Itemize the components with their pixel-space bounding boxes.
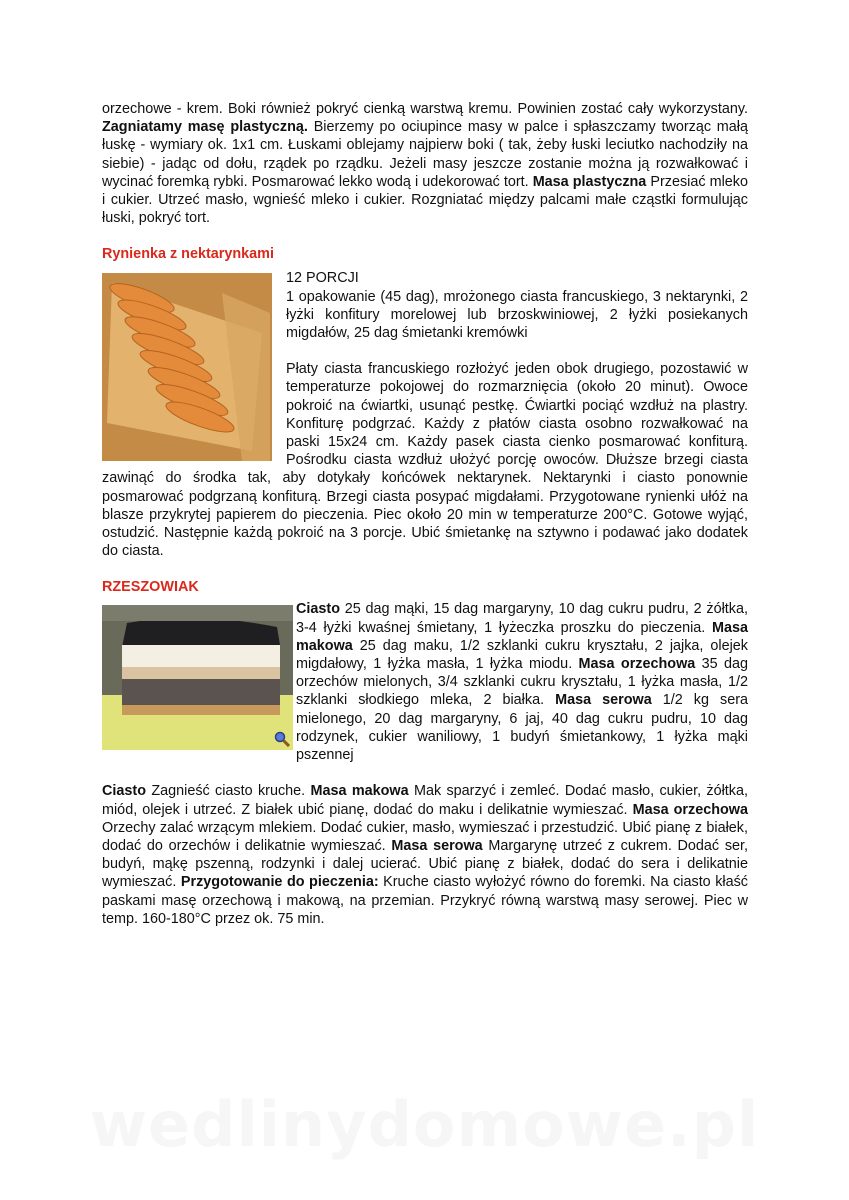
intro-paragraph <box>102 100 748 227</box>
method-text-pieczenie: Kruche ciasto wyłożyć równo do foremki. Na ciasto kłaść paskami masę orzechową i makową, na przemian. Przykryć równą warstwą masy serowej. Piec w temp. 160-180°C przez ok. 75 min. <box>102 874 748 927</box>
magnifier-icon[interactable] <box>274 731 290 747</box>
method-label-pieczenie: Przygotowanie do pieczenia: <box>180 874 379 891</box>
recipe1-method: Płaty ciasta francuskiego rozłożyć jeden obok drugiego, pozostawić w temperaturze pokojowej do rozmarznięcia (około 20 minut). Owoce pokroić na ćwiartki, usunąć pestkę. Ćwiartki pociąć wzdłuż na plastry. Konfiturę podgrzać. Każdy z płatów ciasta osobno rozwałkować na paski 15x24 cm. Każdy pasek ciasta cienko posmarować konfiturą. Pośrodku ciasta wzdłuż ułożyć porcję owoców. Dłuższe brzegi ciasta zawinąć do środka tak, aby dotykały końcówek nektarynek. Nektarynki i ciasto ponownie posmarować podgrzaną konfiturą. Brzegi ciasta posypać migdałami. Przygotowane rynienki ułóż na blasze przykrytej papierem do pieczenia. Piec około 20 min w temperaturze 200°C. Gotowe wyjąć, ostudzić. Następnie każdą pokroić na 3 porcje. Ubić śmietankę na sztywno i podawać jako dodatek do ciasta. <box>102 361 748 560</box>
document-page <box>102 100 748 928</box>
ing-label-makowa: Masa makowa <box>296 619 748 654</box>
recipe1-portions: 12 PORCJI <box>286 270 359 287</box>
nectarine-tart-photo <box>102 273 272 461</box>
ing-text-ciasto: 25 dag mąki, 15 dag margaryny, 10 dag cukru pudru, 2 żółtka, 3-4 łyżki kwaśnej śmietany, 1 łyżeczka proszku do pieczenia. <box>296 601 748 636</box>
method-text-orzechowa: Orzechy zalać wrzącym mlekiem. Dodać cukier, masło, wymieszać i przestudzić. Ubić pianę z białek, dodać do orzechów i delikatnie wymieszać. <box>102 819 748 854</box>
intro-bold-1: Zagniatamy masę plastyczną. <box>102 119 308 136</box>
ing-label-orzechowa: Masa orzechowa <box>578 656 696 673</box>
ing-text-orzechowa: 35 dag orzechów mielonych, 3/4 szklanki cukru kryształu, 1 łyżka masła, 1/2 szklanki słodkiego mleka, 2 białka. <box>296 656 749 709</box>
recipe1-ingredients: 1 opakowanie (45 dag), mrożonego ciasta francuskiego, 3 nektarynki, 2 łyżki konfitury morelowej lub brzoskwiniowej, 2 łyżki posiekanych migdałów, 25 dag śmietanki kremówki <box>286 288 748 342</box>
intro-text-3: Przesiać mleko i cukier. Utrzeć masło, wgnieść mleko i cukier. Rozgniatać między palcami małe cząstki formulując łuski, pokryć tort. <box>102 173 748 227</box>
ing-text-serowa: 1/2 kg sera mielonego, 20 dag margaryny, 6 jaj, 40 dag cukru pudru, 10 dag rodzynek, cukier waniliowy, 1 budyń śmietankowy, 1 łyżka mąki pszennej <box>296 692 748 764</box>
intro-text-1: orzechowe - krem. Boki również pokryć cienką warstwą kremu. Powinien zostać cały wykorzystany. <box>102 101 748 117</box>
recipe1-title: Rynienka z nektarynkami <box>102 246 274 263</box>
method-label-orzechowa: Masa orzechowa <box>632 801 748 818</box>
ing-text-makowa: 25 dag maku, 1/2 szklanki cukru kryształu, 2 jajka, olejek migdałowy, 1 łyżka masła, 1 łyżka miodu. <box>296 637 748 673</box>
method-label-serowa: Masa serowa <box>391 837 483 854</box>
recipe2-title: RZESZOWIAK <box>102 579 199 596</box>
method-text-makowa: Mak sparzyć i zemleć. Dodać masło, cukier, żółtka, miód, olejek i utrzeć. Z białek ubić pianę, dodać do maku i delikatnie wymieszać. <box>102 783 748 818</box>
site-watermark: wedlinydomowe.pl <box>89 1088 760 1161</box>
recipe2-method <box>102 782 748 928</box>
method-text-serowa: Margarynę utrzeć z cukrem. Dodać ser, budyń, mąkę pszenną, rodzynki i dalej ucierać. Ubić pianę z białek, dodać do sera i delikatnie wymieszać. <box>102 837 749 891</box>
ing-label-serowa: Masa serowa <box>555 692 652 709</box>
recipe1-body <box>102 267 748 560</box>
method-label-ciasto: Ciasto <box>102 783 146 800</box>
intro-bold-2: Masa plastyczna <box>532 173 647 190</box>
ing-label-ciasto: Ciasto <box>296 601 340 618</box>
intro-text-2: Bierzemy po ociupince masy w palce i spłaszczamy tworząc małą łuskę - wymiary ok. 1x1 cm. Łuskami oblejamy najpierw boki ( tak, żeby łuski leciutko nachodziły na siebie) - jadąc od dołu, rządek po rządku. Jeżeli masy jeszcze zostanie można ją rozwałkować i wycinać foremką rybki. Posmarować lekko wodą i udekorować tort. <box>102 119 748 190</box>
recipe2-body <box>102 600 748 927</box>
method-text-ciasto: Zagnieść ciasto kruche. <box>145 783 311 800</box>
method-label-makowa: Masa makowa <box>310 783 409 800</box>
rzeszowiak-cake-photo <box>102 605 293 750</box>
